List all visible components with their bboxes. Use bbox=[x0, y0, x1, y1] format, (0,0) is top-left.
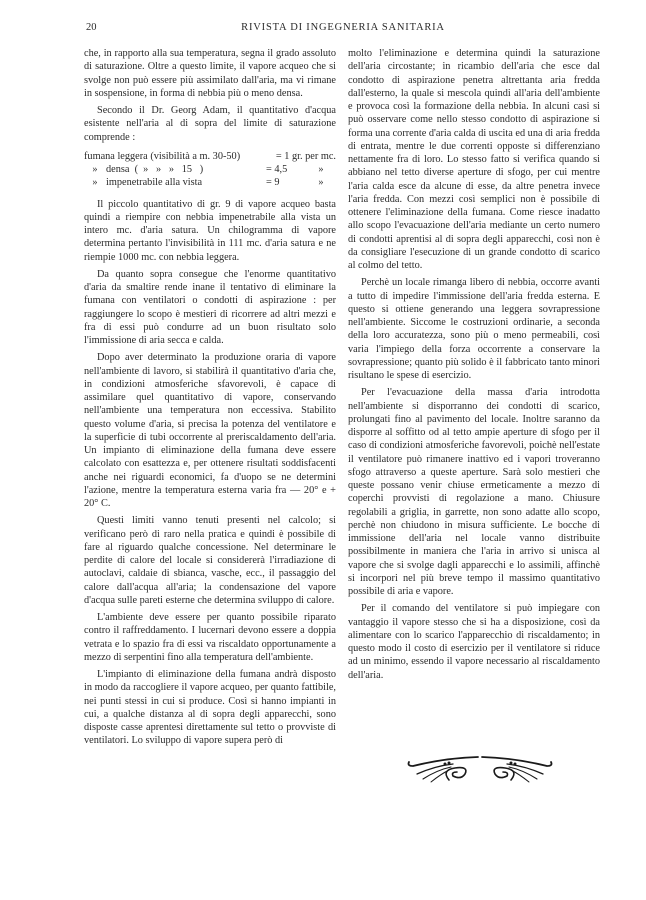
right-column bbox=[348, 47, 600, 686]
paragraph: Secondo il Dr. Georg Adam, il quantitativo d'acqua esistente nell'aria al di sopra del limite di saturazione comprende : bbox=[84, 105, 336, 143]
table-row bbox=[84, 176, 336, 189]
table-row bbox=[84, 163, 336, 176]
table-cell: = 4,5 bbox=[266, 164, 288, 175]
table-cell: fumana leggera (visibilità a m. 30-50) bbox=[84, 150, 241, 162]
left-column bbox=[84, 47, 336, 752]
paragraph: che, in rapporto alla sua temperatura, segna il grado assoluto di saturazione. Oltre a questo limite, il vapore acqueo che si svolge non può essere più assimilato dall'aria, ma vi rimane in sospensione, in forma di nebbia più o meno densa. bbox=[84, 48, 336, 99]
table-cell: » bbox=[318, 164, 324, 175]
paragraph: L'ambiente deve essere per quanto possibile riparato contro il raffreddamento. I lucernari devono essere a doppia vetrata e lo spazio fra di essi va riscaldato opportunamente a mezzo di serpentini fino alla temperatura dell'ambiente. bbox=[84, 612, 336, 663]
decorative-flourish-icon bbox=[405, 752, 555, 788]
table-cell: » bbox=[92, 164, 98, 175]
page-number: 20 bbox=[86, 22, 97, 33]
table-row bbox=[84, 150, 336, 163]
running-title: RIVISTA DI INGEGNERIA SANITARIA bbox=[241, 22, 445, 33]
paragraph: L'impianto di eliminazione della fumana andrà disposto in modo da raccogliere il vapore acqueo, per quanto fattibile, nei punti stessi in cui si produce. Così si hanno impianti in cui, a qualche distanza al di sopra degli apparecchi, sono disposte casse aprentesi direttamente sul tetto o provviste di ventilatori. Lo sviluppo di vapore supera però di bbox=[84, 669, 336, 747]
paragraph: Perchè un locale rimanga libero di nebbia, occorre avanti a tutto di impedire l'immissione dell'aria fredda esterna. E questo si ottiene generando una leggera sovrapressione nell'ambiente. Siccome le costruzioni ordinarie, a seconda della loro accuratezza, sono più o meno permeabili, così varia l'impiego della forza occorrente a conservare la sovrapressione; quanto più solido è il fabbricato tanto minori risultano le spese di esercizio. bbox=[348, 277, 600, 381]
fumana-table bbox=[84, 150, 336, 190]
paragraph: Il piccolo quantitativo di gr. 9 di vapore acqueo basta quindi a riempire con nebbia impenetrabile alla vista un intero mc. d'aria satura. Un chilogramma di vapore determina pertanto l'invisibilità in 111 mc. d'aria satura e ne riempie 1000 mc. con nebbia leggera. bbox=[84, 198, 336, 263]
table-cell: » bbox=[92, 177, 98, 189]
paragraph: molto l'eliminazione e determina quindi la saturazione dell'aria circostante; in ricambio dell'aria che esce dal condotto di aspirazione penetra altrettanta aria fredda dall'esterno, la quale si mescola quindi all'aria dell'ambiente e provoca così la formazione della nebbia. In alcuni casi si può osservare come nello stesso condotto di aspirazione si forma una corrente d'aria calda di uscita ed una di aria fredda di entrata, mentre le due correnti opposte si differenziano nettamente fra di loro. Lo stesso fatto si verifica quando si abbiano nel tetto diverse aperture di sfogo, per cui mentre l'aria calda esce da alcune di esse, da altre penetra invece l'aria fredda. Con mezzi così semplici non è possibile di ottenere l'eliminazione della fumana. Come riesce inadatto allo scopo l'evacuazione dell'aria mediante un certo numero di condotti aprentisi al di sopra degli apparecchi, così non è da consigliare l'esecuzione di un grande condotto di scarico al colmo del tetto. bbox=[348, 48, 600, 271]
paragraph: Da quanto sopra consegue che l'enorme quantitativo d'aria da smaltire rende inane il tentativo di eliminare la fumana con ventilatori o condotti di aspirazione : per raggiungere lo scopo è mestieri di ricorrere ad altri mezzi e fra di essi può condurre ad un buon risultato solo l'immissione di aria secca e calda. bbox=[84, 268, 336, 346]
table-cell: impenetrabile alla vista bbox=[106, 177, 203, 189]
page-header bbox=[86, 22, 600, 38]
paragraph: Per il comando del ventilatore si può impiegare con vantaggio il vapore stesso che si ha a disposizione, così da alimentare con lo scarico l'apparecchio di riscaldamento; in questo modo il costo di esercizio per il ventilatore si riduce ad un minimo, essendo il vapore necessario al riscaldamento dell'aria. bbox=[348, 603, 600, 681]
paragraph: Dopo aver determinato la produzione oraria di vapore nell'ambiente di lavoro, si stabilirà il quantitativo d'aria che, in condizioni atmosferiche sfavorevoli, è capace di assimilare quel quantitativo di vapore, conservando nell'ambiente una temperatura non eccessiva. Stabilito questo volume d'aria, si precisa la potenza del ventilatore e la superficie di tubi occorrente al preriscaldamento dell'aria. Un impianto di eliminazione della fumana deve essere calcolato con esattezza e, per ottenere risultati soddisfacenti anche nei riguardi economici, fa d'uopo se ne determini l'azione, mentre la temperatura esterna varia fra — 20° e + 20° C. bbox=[84, 352, 336, 509]
table-cell: = 1 gr. per mc. bbox=[275, 150, 336, 162]
paragraph: Questi limiti vanno tenuti presenti nel calcolo; si verificano però di raro nella pratica e quindi è possibile di fare al riguardo qualche concessione. Nel determinare le perdite di calore del locale si considererà l'irradiazione di autoclavi, caldaie di sbianca, vasche, ecc., il passaggio del calore dall'acqua all'aria; la condensazione del vapore d'acqua sulle pareti esterne che determina sviluppo di calore. bbox=[84, 515, 336, 606]
table-cell: densa ( » » » 15 ) bbox=[106, 164, 204, 175]
paragraph: Per l'evacuazione della massa d'aria introdotta nell'ambiente si disporranno dei condotti di scarico, prolungati fino al pavimento del locale. Inoltre saranno da disporre al soffitto od al tetto ampie aperture di sfogo per il caso di condizioni atmosferiche favorevoli, poichè nell'estate il ventilatore può rimanere inattivo ed i vapori troveranno sfogo attraverso a queste aperture. Sarà solo mestieri che queste possano venir chiuse ermeticamente a mezzo di coperchi provvisti di regolazione a mano. Chiusure regolabili a griglia, in garrette, non sono adatte allo scopo, perchè non chiudono in misura sufficiente. Le bocche di immissione dell'aria nel locale vanno distribuite possibilmente in maniera che l'aria in arrivo si unisca al vapore che si svolge dagli apparecchi e lo assimili, affinchè si incorpori nel più breve tempo il massimo quantitativo possibile di aria e vapore. bbox=[348, 387, 600, 597]
table-cell: » bbox=[318, 177, 324, 189]
table-cell: = 9 bbox=[266, 177, 280, 189]
